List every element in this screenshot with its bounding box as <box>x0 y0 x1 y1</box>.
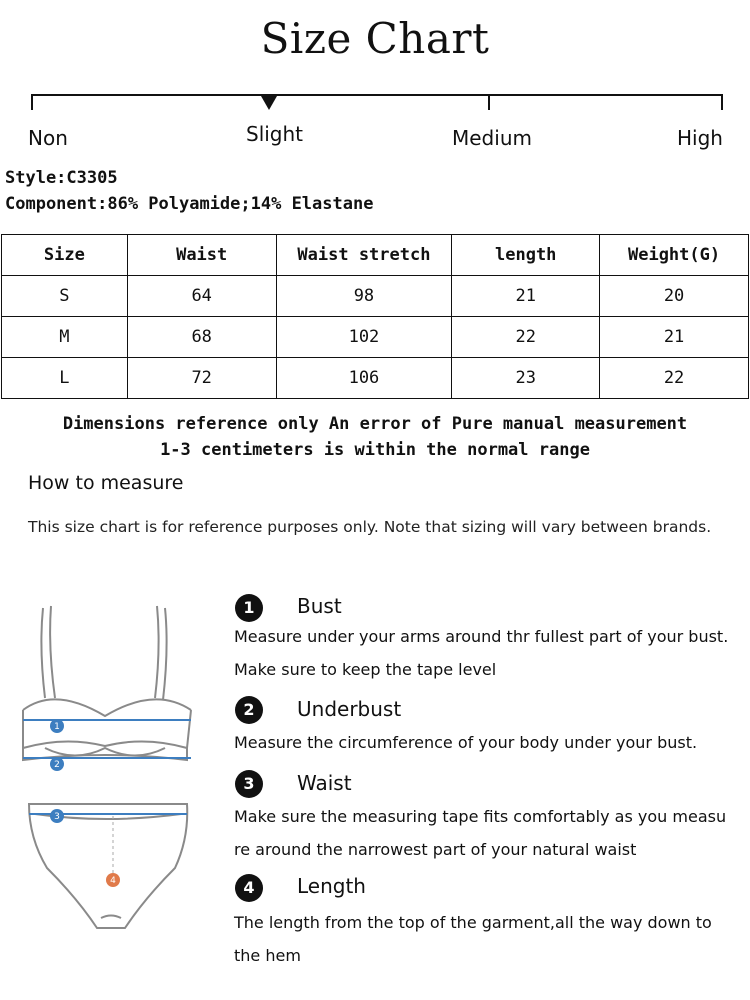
scale-label-high: High <box>677 126 723 150</box>
bra-strap-right <box>155 606 159 698</box>
table-header: Waist stretch <box>276 235 452 276</box>
scale-tick <box>721 94 723 110</box>
table-header: Weight(G) <box>600 235 749 276</box>
length-marker-label: 4 <box>110 876 116 886</box>
step-title-length: Length <box>297 874 366 898</box>
step-line: The length from the top of the garment,all the way down to <box>234 913 712 932</box>
step-number-icon: 4 <box>235 874 263 902</box>
how-to-measure-heading: How to measure <box>28 472 184 494</box>
table-cell: 21 <box>452 276 600 317</box>
step-description-underbust <box>234 726 734 759</box>
table-cell: M <box>2 317 128 358</box>
table-header-row <box>2 235 749 276</box>
size-table <box>1 234 749 399</box>
disclaimer-line: Dimensions reference only An error of Pure manual measurement <box>62 414 688 434</box>
step-line: Measure the circumference of your body under your bust. <box>234 733 698 752</box>
underbust-marker-label: 2 <box>54 760 60 770</box>
table-cell: 106 <box>276 358 452 399</box>
style-code: Style:C3305 <box>5 168 118 188</box>
briefs-outline <box>29 804 187 928</box>
table-cell: 72 <box>127 358 276 399</box>
step-title-waist: Waist <box>297 771 352 795</box>
bra-cups <box>23 699 191 716</box>
scale-label-medium: Medium <box>452 126 532 150</box>
step-number-icon: 2 <box>235 696 263 724</box>
table-cell: 102 <box>276 317 452 358</box>
table-cell: 68 <box>127 317 276 358</box>
table-cell: 20 <box>600 276 749 317</box>
size-chart-title: Size Chart <box>260 14 490 63</box>
table-cell: 64 <box>127 276 276 317</box>
table-cell: S <box>2 276 128 317</box>
scale-selected-marker <box>261 96 277 110</box>
table-cell: 98 <box>276 276 452 317</box>
step-number-icon: 3 <box>235 770 263 798</box>
bust-marker-label: 1 <box>54 722 60 732</box>
step-number-icon: 1 <box>235 594 263 622</box>
table-cell: 21 <box>600 317 749 358</box>
table-header: Waist <box>127 235 276 276</box>
scale-tick <box>31 94 33 110</box>
table-row <box>2 317 749 358</box>
step-description-waist <box>234 800 734 866</box>
step-description-length <box>234 906 734 972</box>
reference-note: This size chart is for reference purposes only. Note that sizing will vary between brands. <box>28 518 712 536</box>
step-title-underbust: Underbust <box>297 697 402 721</box>
table-cell: 22 <box>600 358 749 399</box>
table-cell: L <box>2 358 128 399</box>
garment-illustration <box>15 598 215 948</box>
step-title-bust: Bust <box>297 594 342 618</box>
step-description-bust <box>234 620 734 686</box>
component-text: Component:86% Polyamide;14% Elastane <box>5 194 374 214</box>
step-line: Make sure the measuring tape fits comfortably as you measu <box>234 807 727 826</box>
scale-label-slight: Slight <box>246 122 304 146</box>
step-line: Make sure to keep the tape level <box>234 660 497 679</box>
disclaimer-line: 1-3 centimeters is within the normal range <box>160 440 590 460</box>
step-line: re around the narrowest part of your natural waist <box>234 840 637 859</box>
scale-tick <box>488 94 490 110</box>
table-row <box>2 276 749 317</box>
disclaimer <box>0 411 750 463</box>
waist-marker-label: 3 <box>54 812 60 822</box>
bra-strap-left <box>41 608 45 698</box>
table-header: Size <box>2 235 128 276</box>
step-line: the hem <box>234 946 301 965</box>
table-row <box>2 358 749 399</box>
table-header: length <box>452 235 600 276</box>
table-cell: 23 <box>452 358 600 399</box>
step-line: Measure under your arms around thr fullest part of your bust. <box>234 627 729 646</box>
table-cell: 22 <box>452 317 600 358</box>
scale-label-non: Non <box>28 126 68 150</box>
scale-line <box>31 94 723 96</box>
